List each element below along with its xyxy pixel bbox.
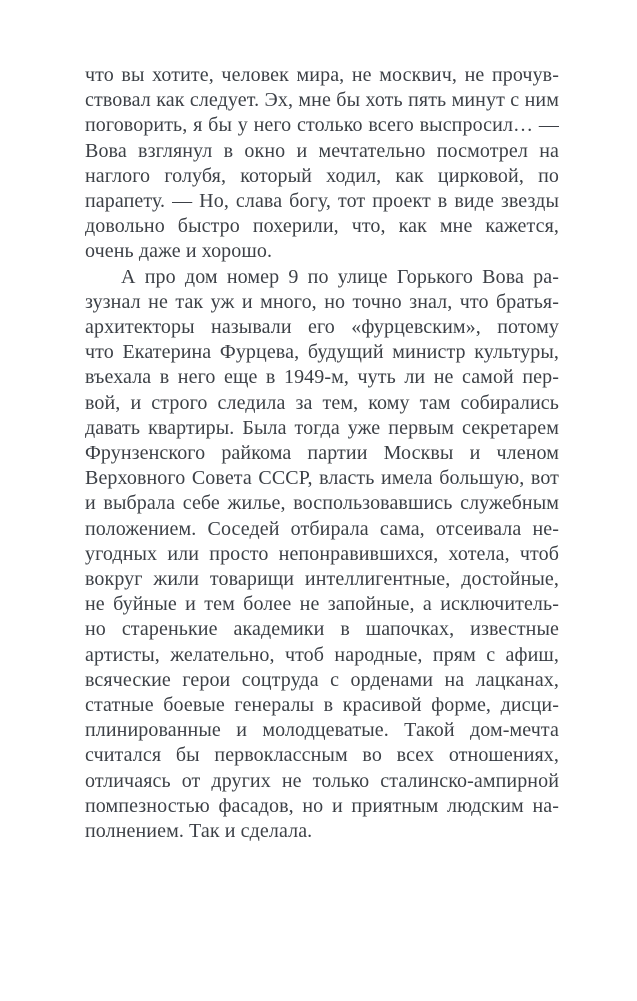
text-line: что вы хотите, человек мира, не москвич, не прочув- <box>85 64 559 86</box>
text-line: угодных или просто непонравившихся, хотела, чтоб <box>85 542 559 565</box>
text-line: ствовал как следует. Эх, мне бы хоть пять минут с ним <box>85 89 559 112</box>
text-line: не буйные и тем более не запойные, а исключитель- <box>85 593 559 616</box>
text-line: артисты, желательно, чтоб народные, прям с афиш, <box>85 643 559 666</box>
text-line: плинированные и молодцеватые. Такой дом-мечта <box>85 719 559 742</box>
text-line: парапету. — Но, слава богу, тот проект в виде звезды <box>85 190 559 213</box>
text-line: вокруг жили товарищи интеллигентные, достойные, <box>85 568 559 591</box>
text-line: вой, и строго следила за тем, кому там собирались <box>85 391 559 414</box>
text-line: зузнал не так уж и много, но точно знал, что братья- <box>85 290 559 313</box>
text-line: отличаясь от других не только сталинско-ампирной <box>85 769 559 792</box>
text-line: помпезностью фасадов, но и приятным людским на- <box>85 794 559 817</box>
text-line: Фрунзенского райкома партии Москвы и членом <box>85 442 559 465</box>
text-line: въехала в него еще в 1949-м, чуть ли не самой пер- <box>85 366 559 389</box>
body-text <box>85 63 559 844</box>
text-line: считался бы первоклассным во всех отношениях, <box>85 744 559 767</box>
text-line: положением. Соседей отбирала сама, отсеивала не- <box>85 517 559 540</box>
text-line: всяческие герои соцтруда с орденами на лацканах, <box>85 668 559 691</box>
text-line: что Екатерина Фурцева, будущий министр культуры, <box>85 341 559 364</box>
text-line: архитекторы называли его «фурцевским», потому <box>85 316 559 339</box>
text-line: но старенькие академики в шапочках, известные <box>85 618 559 641</box>
text-line: поговорить, я бы у него столько всего выспросил… — <box>85 114 559 137</box>
text-line: давать квартиры. Была тогда уже первым секретарем <box>85 416 559 439</box>
text-line: довольно быстро похерили, что, как мне кажется, <box>85 215 559 238</box>
text-line: А про дом номер 9 по улице Горького Вова ра- <box>121 265 559 288</box>
text-line: наглого голубя, который ходил, как цирковой, по <box>85 164 559 187</box>
text-line: Вова взглянул в окно и мечтательно посмотрел на <box>85 139 559 162</box>
text-line: статные боевые генералы в красивой форме, дисци- <box>85 694 559 717</box>
text-line: полнением. Так и сделала. <box>85 820 313 843</box>
text-line: Верховного Совета СССР, власть имела большую, вот <box>85 467 559 490</box>
text-line: очень даже и хорошо. <box>85 240 273 263</box>
text-line: и выбрала себе жилье, воспользовавшись служебным <box>85 492 559 515</box>
